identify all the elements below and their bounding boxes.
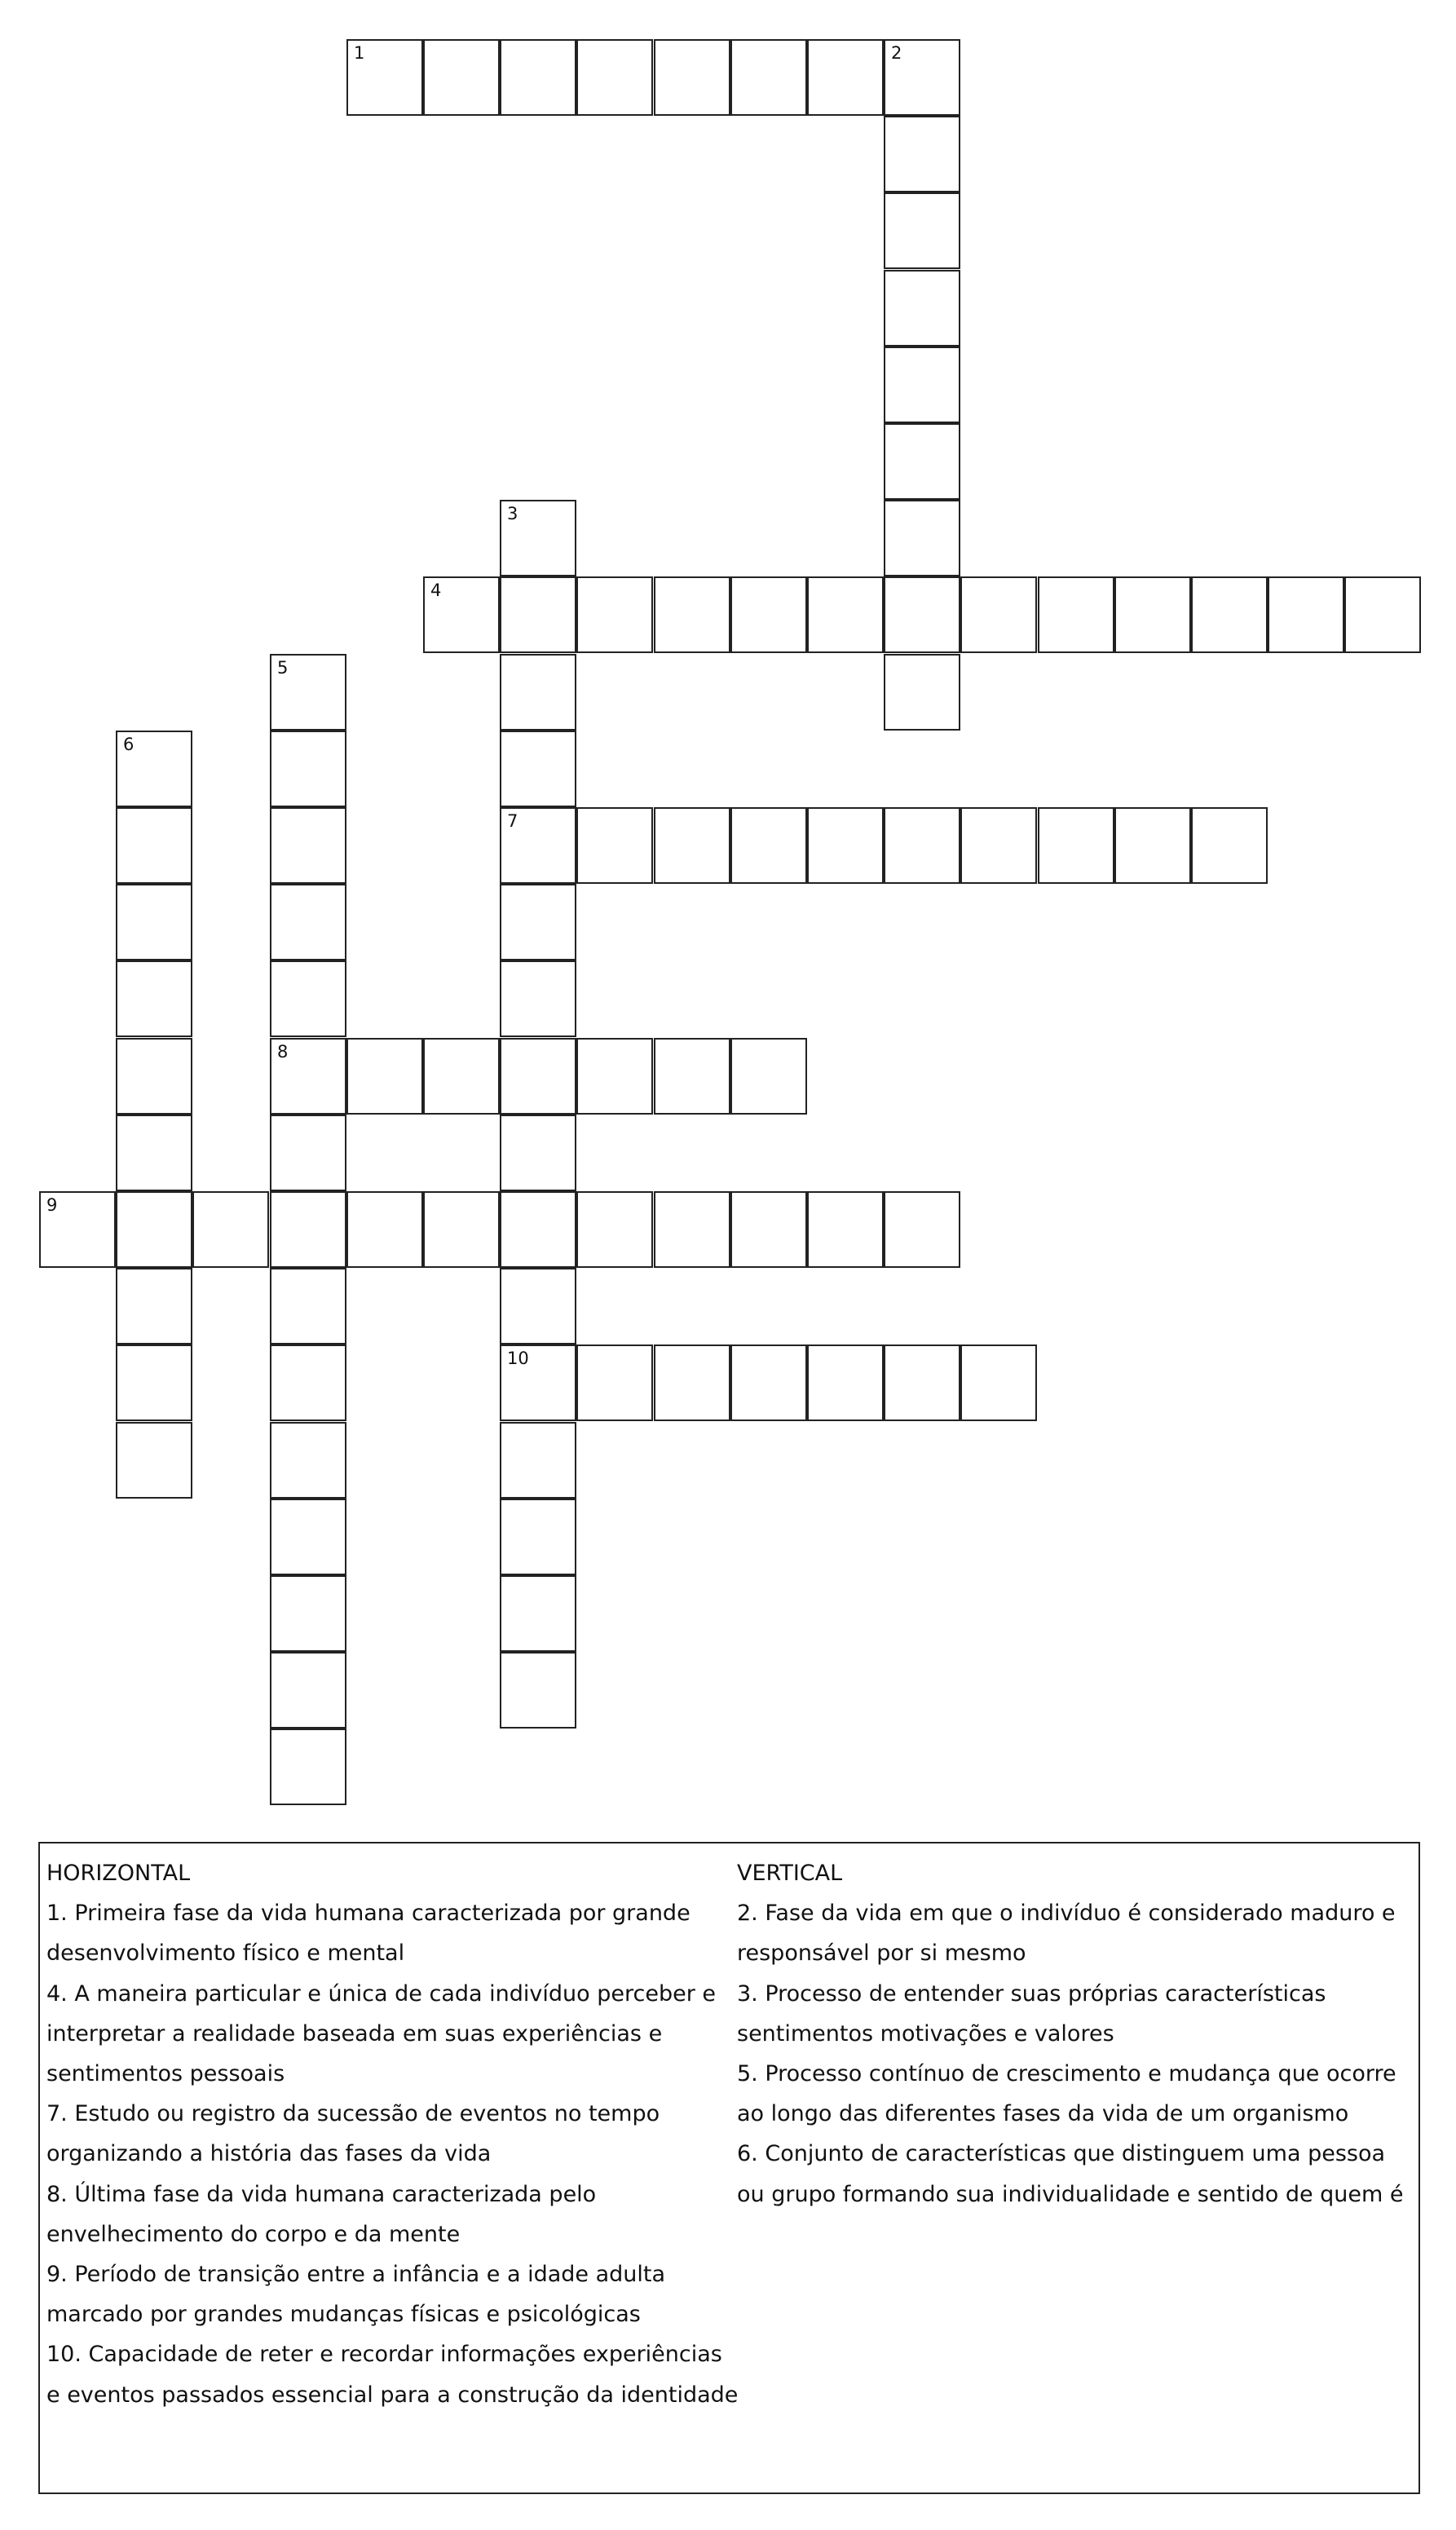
grid-cell[interactable] (884, 192, 960, 269)
grid-cell[interactable] (730, 1344, 807, 1421)
grid-cell[interactable] (116, 807, 192, 884)
clue-across-4: 4. A maneira particular e única de cada indivíduo perceber e interpretar a realidade baseada em suas experiências e sentimentos pessoais (46, 1980, 716, 2087)
grid-cell[interactable] (39, 1191, 116, 1268)
grid-cell[interactable] (807, 1191, 884, 1268)
grid-cell[interactable] (884, 576, 960, 653)
clue-number: 4 (430, 581, 442, 600)
grid-cell[interactable] (346, 39, 423, 116)
grid-cell[interactable] (730, 576, 807, 653)
clue-number: 5 (277, 658, 289, 678)
clue-number: 7 (507, 811, 518, 831)
grid-cell[interactable] (576, 576, 653, 653)
grid-cell[interactable] (884, 347, 960, 423)
horizontal-heading: HORIZONTAL (46, 1861, 191, 1886)
clue-across-7: 7. Estudo ou registro da sucessão de eventos no tempo organizando a história das fases da vida (46, 2101, 660, 2167)
grid-cell[interactable] (116, 1191, 192, 1268)
grid-cell[interactable] (576, 1344, 653, 1421)
grid-cell[interactable] (884, 270, 960, 347)
grid-cell[interactable] (423, 1038, 500, 1115)
grid-cell[interactable] (807, 807, 884, 884)
grid-cell[interactable] (1114, 807, 1191, 884)
grid-cell[interactable] (884, 1191, 960, 1268)
clue-down-5: 5. Processo contínuo de crescimento e mudança que ocorre ao longo das diferentes fases da vida de um organismo (737, 2061, 1396, 2127)
grid-cell[interactable] (807, 576, 884, 653)
grid-cell[interactable] (807, 1344, 884, 1421)
clue-number: 8 (277, 1042, 289, 1062)
clue-number: 1 (354, 43, 365, 63)
clue-number: 9 (46, 1195, 58, 1215)
grid-cell[interactable] (500, 576, 576, 653)
grid-cell[interactable] (1191, 576, 1268, 653)
grid-cell[interactable] (884, 1344, 960, 1421)
grid-cell[interactable] (270, 1038, 346, 1115)
clue-across-10: 10. Capacidade de reter e recordar informações experiências e eventos passados essencial para a construção da identidade (46, 2342, 739, 2408)
grid-cell[interactable] (884, 423, 960, 500)
grid-cell[interactable] (730, 1191, 807, 1268)
grid-cell[interactable] (654, 1191, 730, 1268)
grid-cell[interactable] (270, 1422, 346, 1499)
grid-cell[interactable] (270, 960, 346, 1037)
grid-cell[interactable] (576, 1038, 653, 1115)
grid-cell[interactable] (500, 500, 576, 576)
grid-cell[interactable] (270, 1652, 346, 1729)
grid-cell[interactable] (270, 1729, 346, 1805)
grid-cell[interactable] (270, 1191, 346, 1268)
grid-cell[interactable] (730, 807, 807, 884)
clue-down-3: 3. Processo de entender suas próprias características sentimentos motivações e valores (737, 1980, 1326, 2047)
grid-cell[interactable] (500, 1115, 576, 1191)
clue-across-8: 8. Última fase da vida humana caracterizada pelo envelhecimento do corpo e da mente (46, 2181, 597, 2247)
grid-cell[interactable] (116, 1115, 192, 1191)
grid-cell[interactable] (1344, 576, 1421, 653)
grid-cell[interactable] (270, 1499, 346, 1575)
grid-cell[interactable] (500, 731, 576, 807)
grid-cell[interactable] (654, 1038, 730, 1115)
grid-cell[interactable] (807, 39, 884, 116)
grid-cell[interactable] (654, 39, 730, 116)
grid-cell[interactable] (500, 960, 576, 1037)
clue-number: 10 (507, 1349, 529, 1368)
grid-cell[interactable] (346, 1038, 423, 1115)
clue-across-1: 1. Primeira fase da vida humana caracterizada por grande desenvolvimento físico e mental (46, 1901, 690, 1967)
grid-cell[interactable] (576, 39, 653, 116)
grid-cell[interactable] (500, 1575, 576, 1652)
grid-cell[interactable] (884, 39, 960, 116)
clue-number: 6 (123, 735, 135, 754)
grid-cell[interactable] (270, 731, 346, 807)
grid-cell[interactable] (500, 1038, 576, 1115)
grid-cell[interactable] (270, 1115, 346, 1191)
grid-cell[interactable] (270, 1575, 346, 1652)
clue-down-2: 2. Fase da vida em que o indivíduo é considerado maduro e responsável por si mesmo (737, 1901, 1396, 1967)
clue-down-6: 6. Conjunto de características que distinguem uma pessoa ou grupo formando sua individualidade e sentido de quem é (737, 2141, 1404, 2207)
grid-cell[interactable] (654, 576, 730, 653)
grid-cell[interactable] (423, 576, 500, 653)
grid-cell[interactable] (116, 960, 192, 1037)
clue-number: 3 (507, 504, 518, 523)
clues-box (38, 1842, 1420, 2494)
grid-cell[interactable] (270, 1268, 346, 1344)
grid-cell[interactable] (270, 1344, 346, 1421)
grid-cell[interactable] (500, 1422, 576, 1499)
grid-cell[interactable] (500, 654, 576, 731)
grid-cell[interactable] (423, 1191, 500, 1268)
grid-cell[interactable] (116, 731, 192, 807)
grid-cell[interactable] (1038, 576, 1114, 653)
grid-cell[interactable] (270, 654, 346, 731)
grid-cell[interactable] (884, 116, 960, 192)
grid-cell[interactable] (500, 1191, 576, 1268)
grid-cell[interactable] (960, 1344, 1037, 1421)
grid-cell[interactable] (500, 1344, 576, 1421)
grid-cell[interactable] (960, 576, 1037, 653)
grid-cell[interactable] (884, 500, 960, 576)
grid-cell[interactable] (346, 1191, 423, 1268)
horizontal-clues (46, 1853, 739, 2415)
grid-cell[interactable] (500, 1499, 576, 1575)
clue-number: 2 (891, 43, 902, 63)
grid-cell[interactable] (116, 1268, 192, 1344)
clue-across-9: 9. Período de transição entre a infância e a idade adulta marcado por grandes mudanças físicas e psicológicas (46, 2262, 666, 2328)
grid-cell[interactable] (116, 1422, 192, 1499)
grid-cell[interactable] (576, 807, 653, 884)
grid-cell[interactable] (1191, 807, 1268, 884)
grid-cell[interactable] (500, 39, 576, 116)
grid-cell[interactable] (654, 1344, 730, 1421)
grid-cell[interactable] (730, 39, 807, 116)
grid-cell[interactable] (960, 807, 1037, 884)
grid-cell[interactable] (1114, 576, 1191, 653)
grid-cell[interactable] (576, 1191, 653, 1268)
grid-cell[interactable] (116, 1344, 192, 1421)
grid-cell[interactable] (500, 884, 576, 960)
grid-cell[interactable] (423, 39, 500, 116)
grid-cell[interactable] (192, 1191, 269, 1268)
vertical-heading: VERTICAL (737, 1861, 843, 1886)
grid-cell[interactable] (270, 884, 346, 960)
grid-cell[interactable] (270, 807, 346, 884)
grid-cell[interactable] (654, 807, 730, 884)
grid-cell[interactable] (1268, 576, 1344, 653)
grid-cell[interactable] (116, 1038, 192, 1115)
grid-cell[interactable] (500, 1652, 576, 1729)
grid-cell[interactable] (730, 1038, 807, 1115)
grid-cell[interactable] (500, 807, 576, 884)
vertical-clues (737, 1853, 1414, 2214)
grid-cell[interactable] (500, 1268, 576, 1344)
grid-cell[interactable] (1038, 807, 1114, 884)
grid-cell[interactable] (116, 884, 192, 960)
grid-cell[interactable] (884, 807, 960, 884)
grid-cell[interactable] (884, 654, 960, 731)
